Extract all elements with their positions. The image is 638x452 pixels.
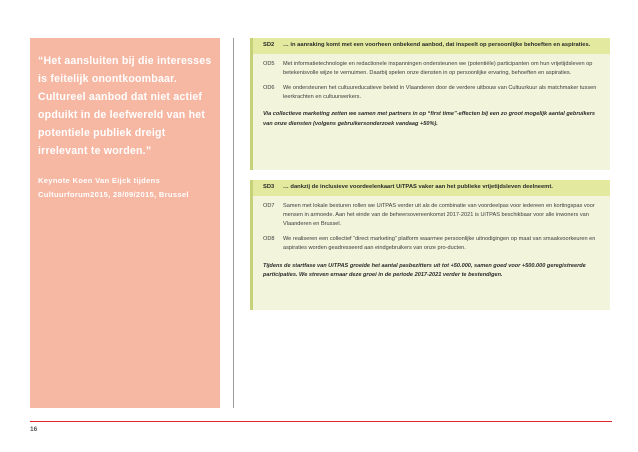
- section-title: … in aanraking komt met een voorheen onbekend aanbod, dat inspeelt op persoonlijke behoeften en aspiraties.: [283, 42, 591, 48]
- section-note: Tijdens de startfase van UiTPAS groeide het aantal pasbezitters uit tot +50.000, samen goed voor +500.000 geregistreerde participaties. We streven ernaar deze groei in de periode 2017-2021 verder te bestendigen.: [263, 262, 586, 278]
- list-item: [263, 84, 600, 102]
- section-title: … dankzij de inclusieve voordeelenkaart UiTPAS vaker aan het publieke vrijetijdsleven deelneemt.: [283, 184, 553, 190]
- item-text: Met informatietechnologie en redactionele inspanningen ondersteunen we (potentiële) participanten om hun vrijetijdsleven op betekenisvolle wijze te vernuimen. Daarbij spelen onze diensten in op persoonlijke ervaring, behoeften en aspiraties.: [283, 60, 593, 76]
- item-text: We ondersteunen het cultuureducatieve beleid in Vlaanderen door de verdere uitbouw van Cultuurkuur als matchmaker tussen leerkrachten en cultuurwerkers.: [283, 84, 597, 101]
- list-item: [263, 235, 600, 253]
- section-header: [253, 38, 610, 54]
- section-items: [253, 202, 610, 254]
- quote-box: [30, 38, 220, 408]
- section-note: Via collectieve marketing zetten we samen met partners in op “first time”-effecten bij een zo groot mogelijk aantal gebruikers van onze diensten (volgens gebruikersonderzoek vandaag +50%).: [263, 111, 595, 127]
- section-number: SD3: [263, 184, 275, 190]
- section-number: SD2: [263, 42, 275, 48]
- section-header: [253, 180, 610, 196]
- footer-rule: [30, 421, 612, 422]
- list-item: [263, 60, 600, 78]
- section-sd3: [250, 180, 610, 310]
- page-number: 16: [30, 426, 38, 433]
- item-text: Samen met lokale besturen rollen we UiTPAS verder uit als de combinatie van voordeelpas voor iedereen en kortingspas voor mensen in armoede. Aan het einde van de beheersovereenkomst 2017-2021 is UiTPAS beschikbaar voor alle inwoners van Vlaanderen en Brussel.: [283, 202, 595, 227]
- section-sd2: [250, 38, 610, 170]
- item-number: OD5: [263, 60, 275, 67]
- list-item: [263, 202, 600, 230]
- item-number: OD8: [263, 236, 275, 243]
- quote-text: “Het aansluiten bij die interesses is feitelijk onontkoombaar. Cultureel aanbod dat niet actief opduikt in de leefwereld van het potentiele publiek dreigt irrelevant te worden.”: [38, 55, 212, 157]
- item-text: We realiseren een collectief “direct marketing” platform waarmee persoonlijke uitnodigingen op maat van smaakvoorkeuren en aspiraties worden geadresseerd aan eindgebruikers van onze pro-ducten.: [283, 236, 596, 252]
- quote-attribution: Keynote Koen Van Eijck tijdens Cultuurforum2015, 28/09/2015, Brussel: [38, 176, 189, 199]
- column-divider: [233, 38, 234, 408]
- item-number: OD7: [263, 202, 275, 209]
- item-number: OD6: [263, 84, 275, 91]
- section-items: [253, 60, 610, 103]
